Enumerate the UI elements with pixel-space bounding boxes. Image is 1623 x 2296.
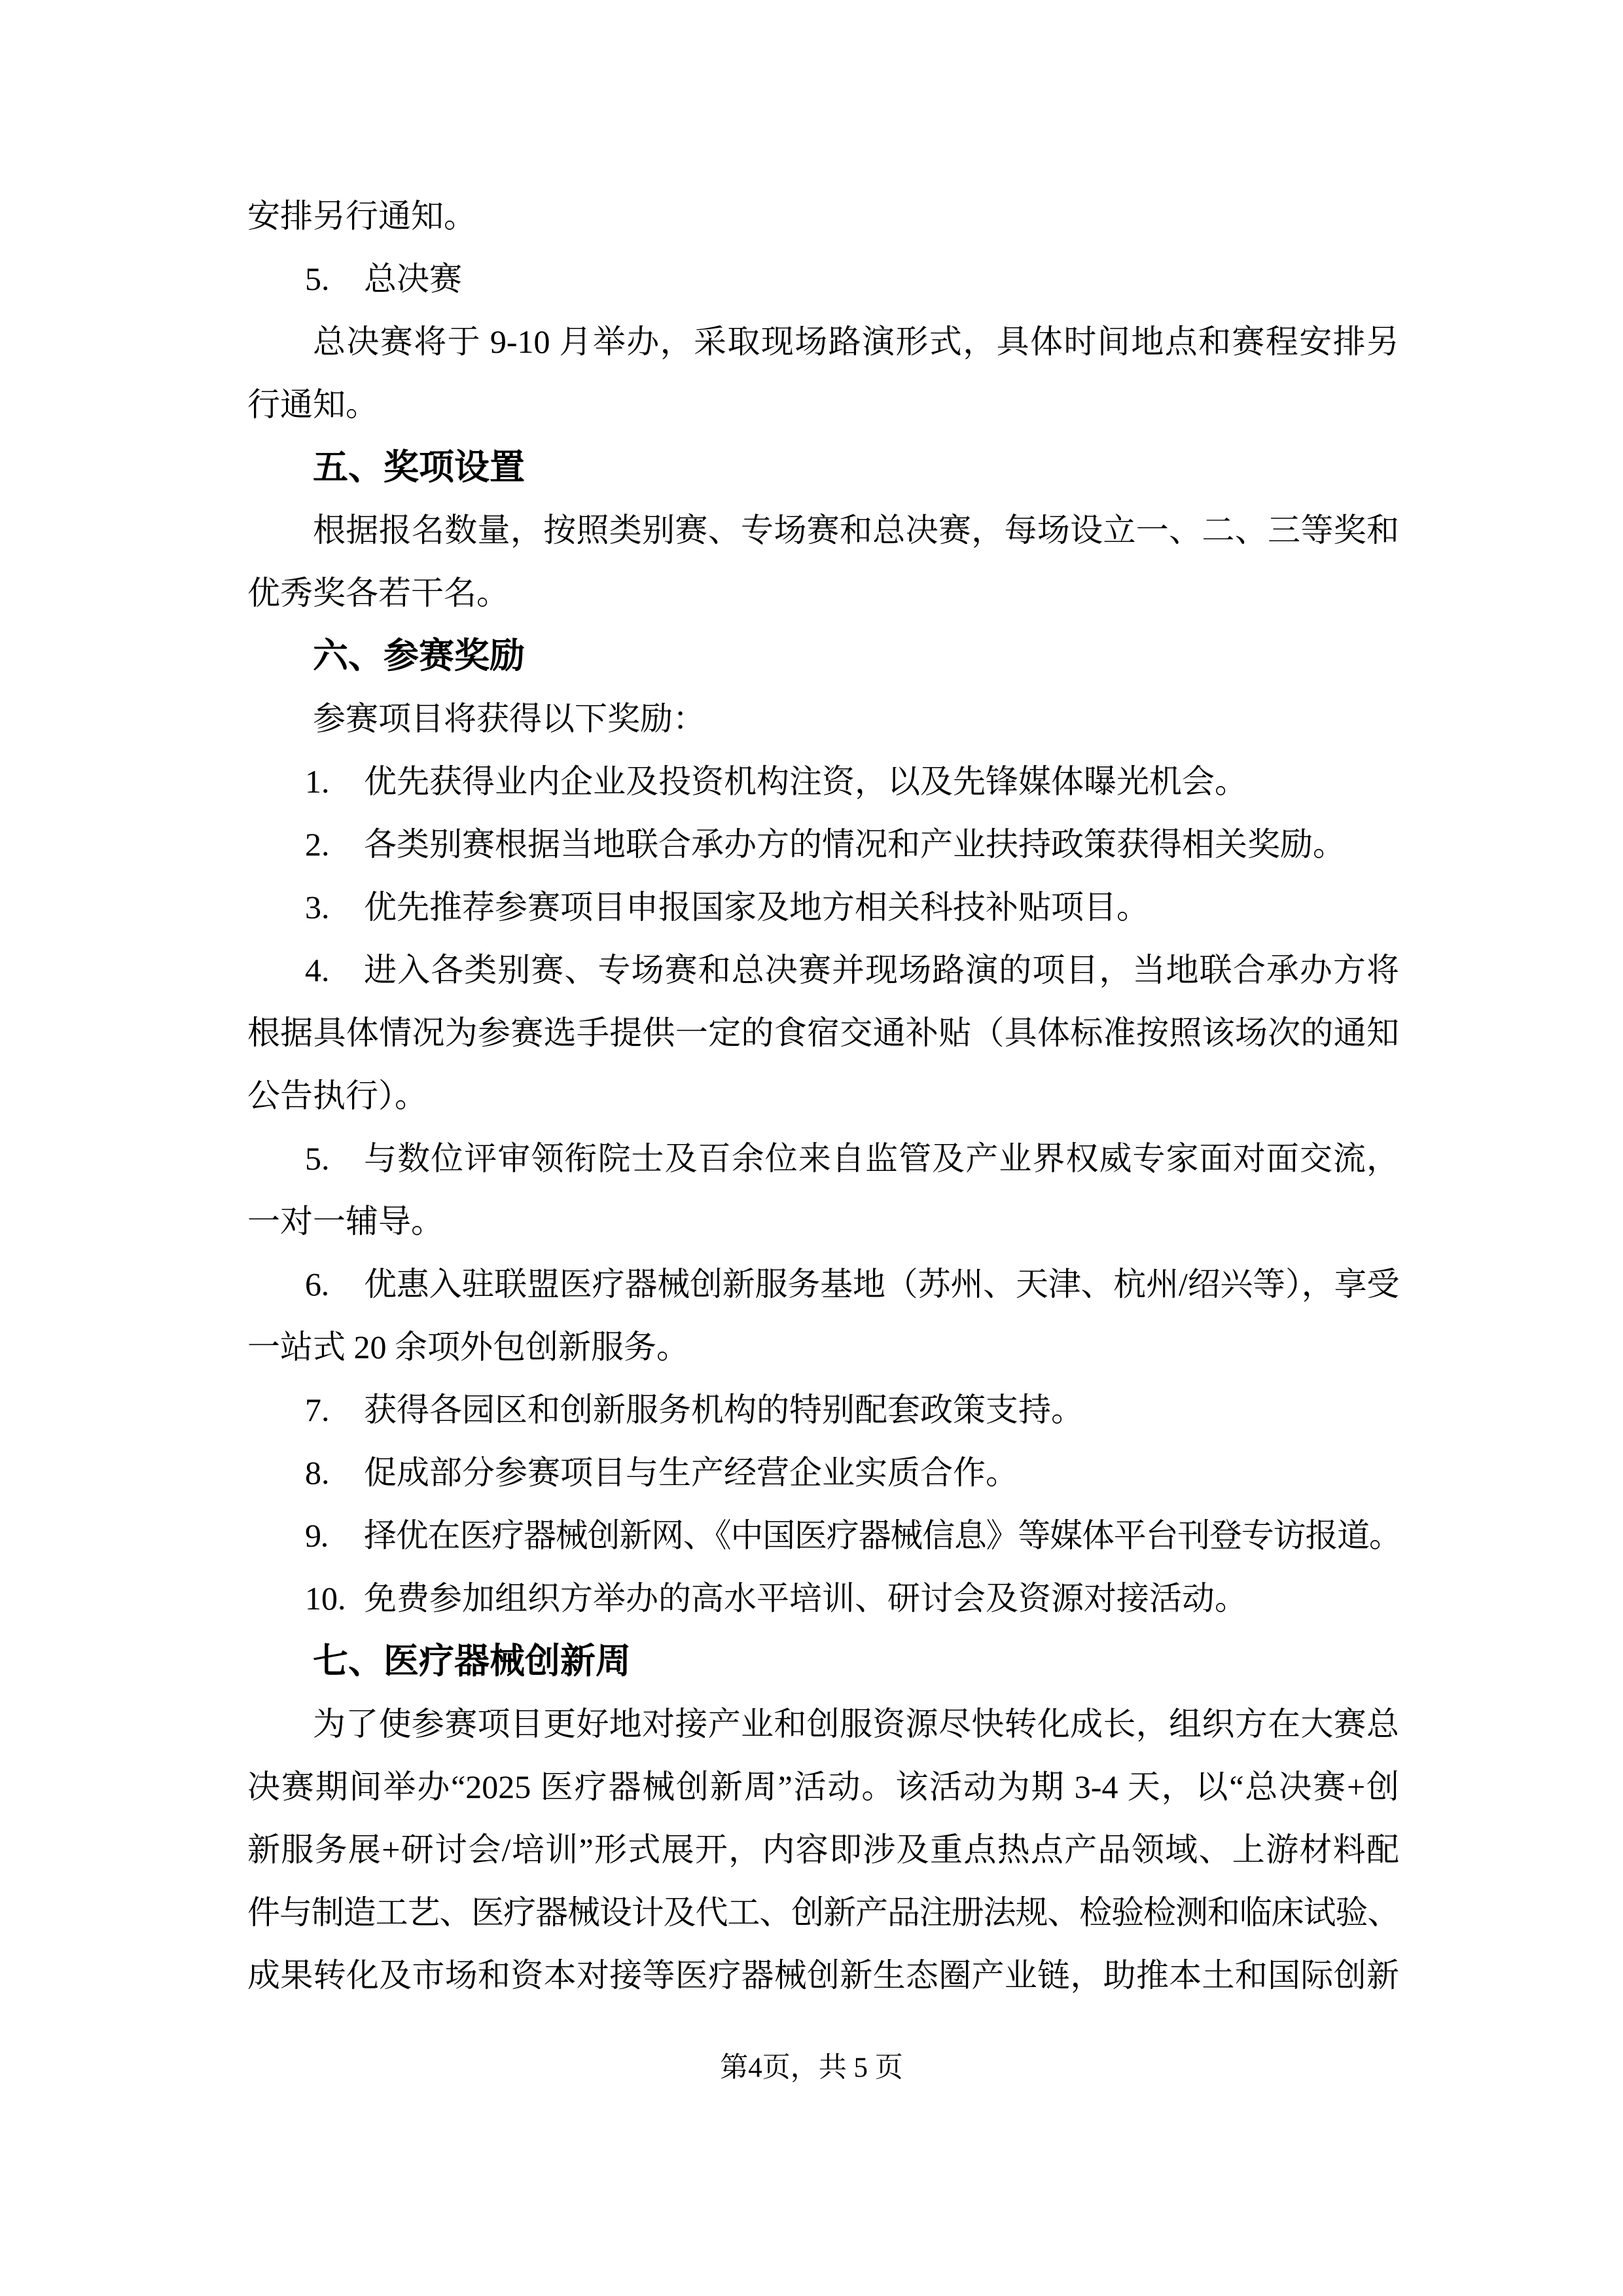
list-number: 8.: [305, 1454, 330, 1491]
list-number: 2.: [305, 826, 330, 863]
text-line: 根据报名数量，按照类别赛、专场赛和总决赛，每场设立一、二、三等奖和: [313, 512, 1399, 548]
text-line: 为了使参赛项目更好地对接产业和创服资源尽快转化成长，组织方在大赛总: [313, 1706, 1399, 1742]
section-heading: 六、参赛奖励: [313, 636, 525, 675]
section-heading: 五、奖项设置: [313, 448, 525, 487]
list-number: 5.: [305, 260, 330, 297]
text-line: 一站式 20 余项外包创新服务。: [247, 1329, 689, 1365]
text-line: 公告执行）。: [247, 1077, 427, 1114]
list-text: 与数位评审领衔院士及百余位来自监管及产业界权威专家面对面交流，: [364, 1140, 1399, 1177]
list-number: 6.: [305, 1266, 329, 1302]
document-body: [247, 185, 1399, 2007]
page-number: 第4页，共 5 页: [720, 2053, 903, 2083]
list-text: 获得各园区和创新服务机构的特别配套政策支持。: [364, 1391, 1084, 1428]
text-line: 优秀奖各若干名。: [247, 575, 509, 611]
list-item: [247, 939, 1399, 1001]
section-heading: 七、医疗器械创新周: [313, 1641, 631, 1681]
text-line: 一对一辅导。: [247, 1203, 444, 1240]
list-item: [247, 247, 1399, 310]
list-text: 优先获得业内企业及投资机构注资，以及先锋媒体曝光机会。: [364, 763, 1247, 800]
text-line: 安排另行通知。: [247, 198, 476, 234]
list-item: [247, 750, 1399, 813]
list-text: 促成部分参赛项目与生产经营企业实质合作。: [364, 1454, 1018, 1491]
text-line: 参赛项目将获得以下奖励：: [313, 700, 705, 737]
list-number: 3.: [305, 889, 330, 925]
list-item: [247, 1504, 1399, 1567]
text-line: 决赛期间举办“2025 医疗器械创新周”活动。该活动为期 3-4 天，以“总决赛+创: [247, 1768, 1399, 1805]
list-item: [247, 813, 1399, 876]
list-number: 9.: [305, 1517, 329, 1554]
list-text: 总决赛: [364, 260, 462, 297]
list-number: 10.: [305, 1580, 346, 1617]
list-text: 各类别赛根据当地联合承办方的情况和产业扶持政策获得相关奖励。: [364, 826, 1346, 863]
text-line: 根据具体情况为参赛选手提供一定的食宿交通补贴（具体标准按照该场次的通知: [247, 1014, 1399, 1051]
list-text: 优先推荐参赛项目申报国家及地方相关科技补贴项目。: [364, 889, 1149, 925]
list-text: 免费参加组织方举办的高水平培训、研讨会及资源对接活动。: [364, 1580, 1247, 1617]
text-line: 成果转化及市场和资本对接等医疗器械创新生态圈产业链，助推本土和国际创新: [247, 1957, 1399, 1994]
list-item: [247, 1567, 1399, 1630]
list-number: 1.: [305, 763, 330, 800]
list-text: 优惠入驻联盟医疗器械创新服务基地（苏州、天津、杭州/绍兴等），享受: [364, 1266, 1399, 1302]
list-number: 7.: [305, 1391, 330, 1428]
list-item: [247, 1253, 1399, 1316]
list-text: 进入各类别赛、专场赛和总决赛并现场路演的项目，当地联合承办方将: [364, 952, 1399, 988]
list-item: [247, 876, 1399, 939]
text-line: 总决赛将于 9-10 月举办，采取现场路演形式，具体时间地点和赛程安排另: [313, 323, 1399, 360]
text-line: 行通知。: [247, 386, 378, 423]
list-item: [247, 1127, 1399, 1190]
list-number: 5.: [305, 1140, 330, 1177]
text-line: 新服务展+研讨会/培训”形式展开，内容即涉及重点热点产品领域、上游材料配: [247, 1831, 1399, 1868]
list-item: [247, 1441, 1399, 1504]
list-number: 4.: [305, 952, 330, 988]
text-line: 件与制造工艺、医疗器械设计及代工、创新产品注册法规、检验检测和临床试验、: [247, 1894, 1399, 1931]
list-item: [247, 1378, 1399, 1441]
list-text: 择优在医疗器械创新网、《中国医疗器械信息》等媒体平台刊登专访报道。: [364, 1517, 1401, 1554]
